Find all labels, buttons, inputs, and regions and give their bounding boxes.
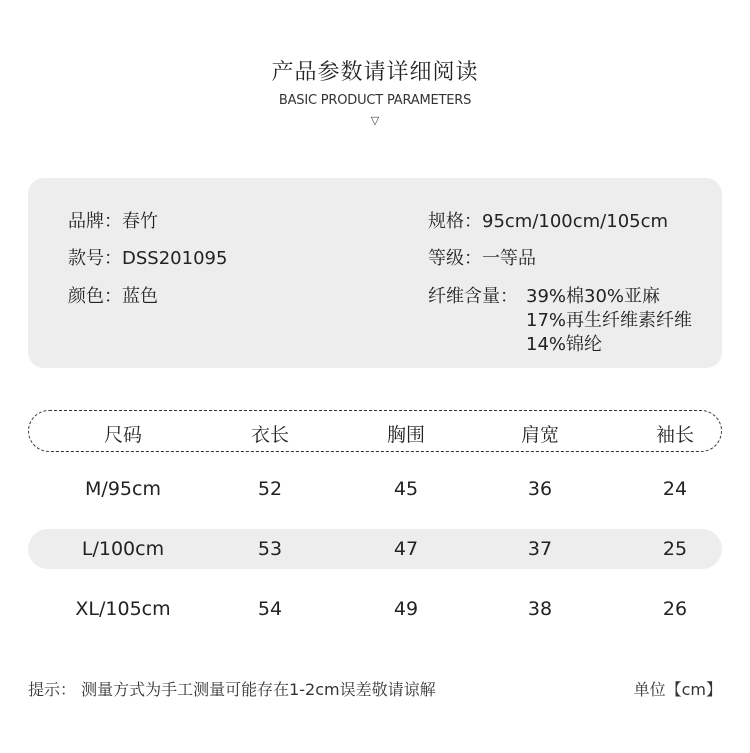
table-cell: 24 <box>662 478 688 500</box>
brand-field: 品牌：春竹 <box>68 211 158 232</box>
table-cell: L/100cm <box>81 538 165 560</box>
table-cell: 47 <box>393 538 419 560</box>
column-header-size: 尺码 <box>103 424 143 446</box>
fiber-line-1: 39%棉30%亚麻 <box>526 286 661 307</box>
table-cell: 45 <box>393 478 419 500</box>
table-cell: 53 <box>257 538 283 560</box>
table-cell: M/95cm <box>85 478 161 500</box>
fiber-label: 纤维含量： <box>428 286 518 307</box>
color-field: 颜色：蓝色 <box>68 286 158 307</box>
product-info-card <box>28 178 722 368</box>
fiber-line-2: 17%再生纤维素纤维 <box>526 310 693 331</box>
unit-label: 单位【cm】 <box>633 680 722 699</box>
fiber-line-3: 14%锦纶 <box>526 334 603 355</box>
table-cell: 37 <box>527 538 553 560</box>
table-cell: 26 <box>662 598 688 620</box>
table-cell: 25 <box>662 538 688 560</box>
down-triangle-icon: ▽ <box>370 114 380 127</box>
page-title: 产品参数请详细阅读 <box>271 60 479 85</box>
model-field: 款号：DSS201095 <box>68 248 228 269</box>
table-cell: XL/105cm <box>75 598 171 620</box>
table-cell: 54 <box>257 598 283 620</box>
column-header-length: 衣长 <box>250 424 290 446</box>
size-spec-field: 规格：95cm/100cm/105cm <box>428 211 669 232</box>
page-subtitle: BASIC PRODUCT PARAMETERS <box>278 93 472 108</box>
table-cell: 38 <box>527 598 553 620</box>
table-cell: 36 <box>527 478 553 500</box>
table-cell: 52 <box>257 478 283 500</box>
column-header-shoulder: 肩宽 <box>520 424 560 446</box>
measurement-note: 提示： 测量方式为手工测量可能存在1-2cm误差敬请谅解 <box>28 680 436 699</box>
grade-field: 等级：一等品 <box>428 248 536 269</box>
column-header-chest: 胸围 <box>386 424 426 446</box>
table-cell: 49 <box>393 598 419 620</box>
column-header-sleeve: 袖长 <box>655 424 695 446</box>
